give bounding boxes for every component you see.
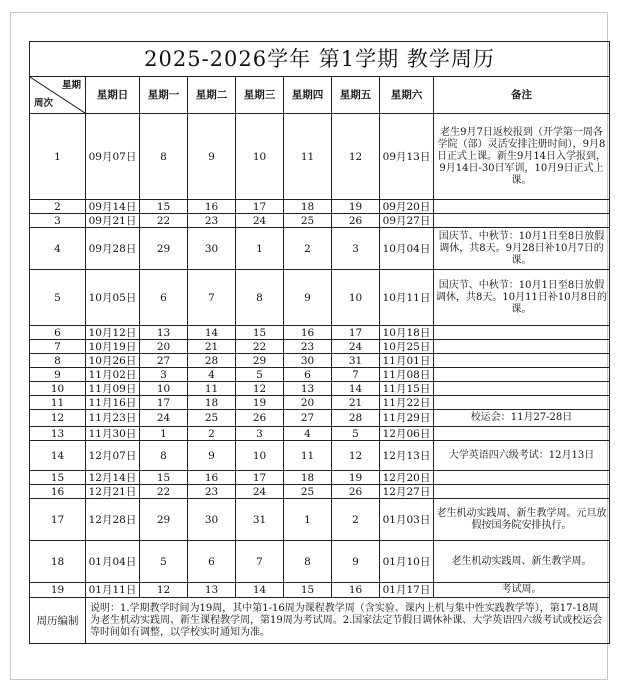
week-number: 15 [30, 471, 86, 485]
header-row [30, 77, 610, 114]
wednesday-date: 24 [236, 214, 284, 228]
thursday-date: 1 [284, 499, 332, 541]
table-row [30, 396, 610, 410]
table-row [30, 485, 610, 499]
thursday-date: 25 [284, 485, 332, 499]
friday-date: 26 [332, 485, 380, 499]
week-number: 13 [30, 427, 86, 441]
sunday-date: 11月02日 [86, 368, 140, 382]
sunday-date: 09月21日 [86, 214, 140, 228]
tuesday-date: 14 [188, 326, 236, 340]
monday-date: 29 [140, 228, 188, 270]
saturday-date: 01月10日 [380, 541, 434, 583]
remark [434, 485, 610, 499]
sunday-date: 12月21日 [86, 485, 140, 499]
thursday-date: 11 [284, 441, 332, 471]
saturday-date: 11月22日 [380, 396, 434, 410]
table-row [30, 200, 610, 214]
saturday-date: 09月27日 [380, 214, 434, 228]
friday-date: 14 [332, 382, 380, 396]
friday-date: 19 [332, 471, 380, 485]
monday-date: 17 [140, 396, 188, 410]
thursday-date: 2 [284, 228, 332, 270]
thursday-date: 20 [284, 396, 332, 410]
week-number: 3 [30, 214, 86, 228]
remark [434, 200, 610, 214]
friday-date: 5 [332, 427, 380, 441]
week-number: 10 [30, 382, 86, 396]
wednesday-date: 14 [236, 583, 284, 598]
tuesday-date: 9 [188, 114, 236, 200]
friday-date: 12 [332, 114, 380, 200]
sunday-date: 11月16日 [86, 396, 140, 410]
week-number: 2 [30, 200, 86, 214]
wednesday-date: 15 [236, 326, 284, 340]
thursday-date: 15 [284, 583, 332, 598]
tuesday-date: 4 [188, 368, 236, 382]
remark [434, 427, 610, 441]
thursday-date: 6 [284, 368, 332, 382]
week-rows [30, 114, 610, 598]
remark [434, 214, 610, 228]
tuesday-date: 28 [188, 354, 236, 368]
sunday-date: 12月28日 [86, 499, 140, 541]
header-remarks: 备注 [434, 77, 610, 114]
friday-date: 2 [332, 499, 380, 541]
friday-date: 10 [332, 270, 380, 326]
wednesday-date: 17 [236, 471, 284, 485]
monday-date: 8 [140, 114, 188, 200]
friday-date: 21 [332, 396, 380, 410]
table-row [30, 541, 610, 583]
saturday-date: 10月04日 [380, 228, 434, 270]
sunday-date: 10月05日 [86, 270, 140, 326]
friday-date: 26 [332, 214, 380, 228]
thursday-date: 11 [284, 114, 332, 200]
wednesday-date: 19 [236, 396, 284, 410]
saturday-date: 10月11日 [380, 270, 434, 326]
header-friday: 星期五 [332, 77, 380, 114]
sunday-date: 09月07日 [86, 114, 140, 200]
monday-date: 3 [140, 368, 188, 382]
sunday-date: 10月26日 [86, 354, 140, 368]
thursday-date: 25 [284, 214, 332, 228]
table-row [30, 583, 610, 598]
tuesday-date: 18 [188, 396, 236, 410]
wednesday-date: 3 [236, 427, 284, 441]
thursday-date: 4 [284, 427, 332, 441]
thursday-date: 27 [284, 410, 332, 427]
thursday-date: 30 [284, 354, 332, 368]
week-number: 6 [30, 326, 86, 340]
sunday-date: 10月12日 [86, 326, 140, 340]
friday-date: 7 [332, 368, 380, 382]
tuesday-date: 9 [188, 441, 236, 471]
sunday-date: 10月19日 [86, 340, 140, 354]
saturday-date: 11月15日 [380, 382, 434, 396]
sunday-date: 09月14日 [86, 200, 140, 214]
thursday-date: 23 [284, 340, 332, 354]
friday-date: 31 [332, 354, 380, 368]
monday-date: 13 [140, 326, 188, 340]
week-number: 14 [30, 441, 86, 471]
monday-date: 12 [140, 583, 188, 598]
week-number: 9 [30, 368, 86, 382]
tuesday-date: 7 [188, 270, 236, 326]
thursday-date: 9 [284, 270, 332, 326]
week-number: 5 [30, 270, 86, 326]
monday-date: 29 [140, 499, 188, 541]
wednesday-date: 10 [236, 114, 284, 200]
table-row [30, 441, 610, 471]
friday-date: 9 [332, 541, 380, 583]
wednesday-date: 31 [236, 499, 284, 541]
thursday-date: 18 [284, 471, 332, 485]
page-title: 2025-2026学年 第1学期 教学周历 [30, 42, 610, 77]
header-tuesday: 星期二 [188, 77, 236, 114]
monday-date: 15 [140, 471, 188, 485]
header-sunday: 星期日 [86, 77, 140, 114]
tuesday-date: 6 [188, 541, 236, 583]
header-thursday: 星期四 [284, 77, 332, 114]
week-number: 7 [30, 340, 86, 354]
sunday-date: 11月23日 [86, 410, 140, 427]
footer-label: 周历编制 [30, 598, 86, 644]
tuesday-date: 16 [188, 200, 236, 214]
sunday-date: 01月11日 [86, 583, 140, 598]
tuesday-date: 16 [188, 471, 236, 485]
friday-date: 19 [332, 200, 380, 214]
table-row [30, 228, 610, 270]
wednesday-date: 8 [236, 270, 284, 326]
saturday-date: 12月27日 [380, 485, 434, 499]
remark: 校运会：11月27-28日 [434, 410, 610, 427]
wednesday-date: 12 [236, 382, 284, 396]
remark [434, 471, 610, 485]
table-row [30, 410, 610, 427]
table-row [30, 326, 610, 340]
thursday-date: 8 [284, 541, 332, 583]
saturday-date: 10月25日 [380, 340, 434, 354]
remark: 大学英语四六级考试：12月13日 [434, 441, 610, 471]
monday-date: 8 [140, 441, 188, 471]
week-number: 12 [30, 410, 86, 427]
tuesday-date: 30 [188, 499, 236, 541]
tuesday-date: 13 [188, 583, 236, 598]
saturday-date: 12月06日 [380, 427, 434, 441]
saturday-date: 01月03日 [380, 499, 434, 541]
remark [434, 354, 610, 368]
footer-row [30, 598, 610, 644]
table-row [30, 368, 610, 382]
monday-date: 10 [140, 382, 188, 396]
friday-date: 24 [332, 340, 380, 354]
remark: 老生机动实践周、新生教学周。 [434, 541, 610, 583]
friday-date: 12 [332, 441, 380, 471]
week-number: 11 [30, 396, 86, 410]
thursday-date: 13 [284, 382, 332, 396]
tuesday-date: 21 [188, 340, 236, 354]
friday-date: 3 [332, 228, 380, 270]
week-number: 8 [30, 354, 86, 368]
monday-date: 20 [140, 340, 188, 354]
calendar-sheet [10, 12, 608, 680]
week-number: 17 [30, 499, 86, 541]
monday-date: 5 [140, 541, 188, 583]
remark [434, 368, 610, 382]
sunday-date: 12月14日 [86, 471, 140, 485]
saturday-date: 01月17日 [380, 583, 434, 598]
table-row [30, 382, 610, 396]
wednesday-date: 17 [236, 200, 284, 214]
monday-date: 22 [140, 485, 188, 499]
wednesday-date: 26 [236, 410, 284, 427]
wednesday-date: 7 [236, 541, 284, 583]
table-row [30, 214, 610, 228]
tuesday-date: 2 [188, 427, 236, 441]
week-number: 19 [30, 583, 86, 598]
friday-date: 28 [332, 410, 380, 427]
monday-date: 1 [140, 427, 188, 441]
week-number: 1 [30, 114, 86, 200]
remark: 国庆节、中秋节：10月1日至8日放假调休，共8天。10月11日补10月8日的课。 [434, 270, 610, 326]
tuesday-date: 11 [188, 382, 236, 396]
saturday-date: 11月08日 [380, 368, 434, 382]
monday-date: 15 [140, 200, 188, 214]
corner-header [30, 77, 86, 114]
table-row [30, 354, 610, 368]
teaching-calendar-table [29, 41, 610, 644]
remark: 老生9月7日返校报到（开学第一周各学院（部）灵活安排注册时间），9月8日正式上课。新生9月14日入学报到，9月14日-30日军训，10月9日正式上课。 [434, 114, 610, 200]
header-saturday: 星期六 [380, 77, 434, 114]
monday-date: 27 [140, 354, 188, 368]
table-row [30, 270, 610, 326]
friday-date: 17 [332, 326, 380, 340]
saturday-date: 09月13日 [380, 114, 434, 200]
remark [434, 340, 610, 354]
table-row [30, 499, 610, 541]
monday-date: 6 [140, 270, 188, 326]
table-row [30, 427, 610, 441]
remark: 老生机动实践周、新生教学周。元旦放假按国务院安排执行。 [434, 499, 610, 541]
wednesday-date: 24 [236, 485, 284, 499]
corner-weekday-label: 星期 [61, 80, 81, 91]
wednesday-date: 10 [236, 441, 284, 471]
header-monday: 星期一 [140, 77, 188, 114]
table-row [30, 114, 610, 200]
tuesday-date: 23 [188, 214, 236, 228]
sunday-date: 12月07日 [86, 441, 140, 471]
wednesday-date: 1 [236, 228, 284, 270]
monday-date: 24 [140, 410, 188, 427]
remark: 考试周。 [434, 583, 610, 598]
sunday-date: 01月04日 [86, 541, 140, 583]
remark: 国庆节、中秋节：10月1日至8日放假调休，共8天。9月28日补10月7日的课。 [434, 228, 610, 270]
remark [434, 396, 610, 410]
saturday-date: 11月29日 [380, 410, 434, 427]
week-number: 16 [30, 485, 86, 499]
saturday-date: 09月20日 [380, 200, 434, 214]
wednesday-date: 22 [236, 340, 284, 354]
wednesday-date: 29 [236, 354, 284, 368]
footer-explanation: 说明：1.学期教学时间为19周，其中第1-16周为课程教学周（含实验、课内上机与集中性实践教学等），第17-18周为老生机动实践周、新生课程教学周，第19周为考试周。2.国家法定节假日调休补课、大学英语四六级考试或校运会等时间如有调整，以学校实时通知为准。 [86, 598, 610, 644]
thursday-date: 16 [284, 326, 332, 340]
sunday-date: 09月28日 [86, 228, 140, 270]
table-row [30, 471, 610, 485]
tuesday-date: 25 [188, 410, 236, 427]
table-row [30, 340, 610, 354]
saturday-date: 12月20日 [380, 471, 434, 485]
week-number: 18 [30, 541, 86, 583]
sunday-date: 11月30日 [86, 427, 140, 441]
wednesday-date: 5 [236, 368, 284, 382]
saturday-date: 11月01日 [380, 354, 434, 368]
tuesday-date: 30 [188, 228, 236, 270]
tuesday-date: 23 [188, 485, 236, 499]
saturday-date: 10月18日 [380, 326, 434, 340]
saturday-date: 12月13日 [380, 441, 434, 471]
week-number: 4 [30, 228, 86, 270]
sunday-date: 11月09日 [86, 382, 140, 396]
friday-date: 16 [332, 583, 380, 598]
monday-date: 22 [140, 214, 188, 228]
remark [434, 326, 610, 340]
corner-week-label: 周次 [34, 98, 54, 109]
header-wednesday: 星期三 [236, 77, 284, 114]
remark [434, 382, 610, 396]
thursday-date: 18 [284, 200, 332, 214]
